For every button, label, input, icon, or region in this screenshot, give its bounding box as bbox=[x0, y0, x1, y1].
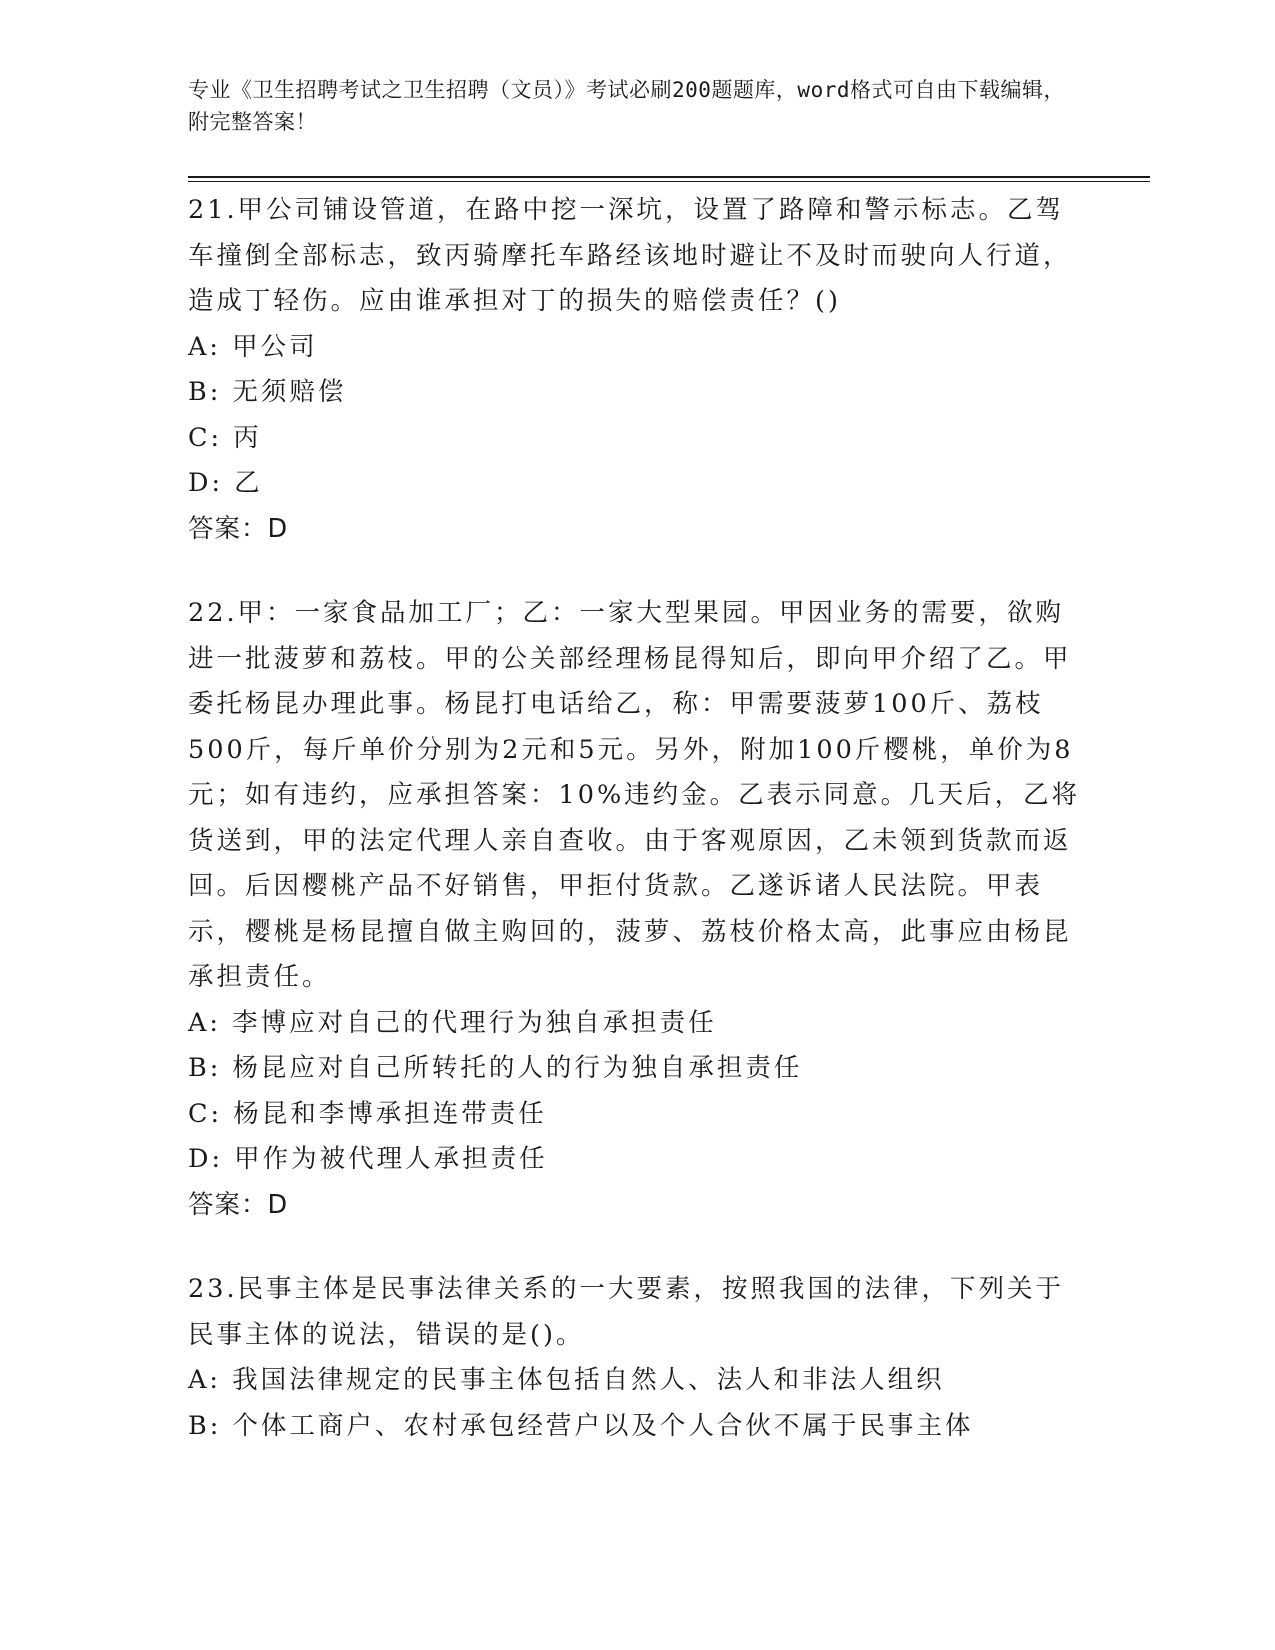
option-b: B: 无须赔偿 bbox=[188, 377, 347, 407]
option-d: D: 甲作为被代理人承担责任 bbox=[188, 1144, 548, 1174]
question-stem: 21.甲公司铺设管道，在路中挖一深坑，设置了路障和警示标志。乙驾车撞倒全部标志，致丙骑摩托车路经该地时避让不及时而驶向人行道，造成丁轻伤。应由谁承担对丁的损失的赔偿责任？() bbox=[188, 195, 1072, 316]
question-21 bbox=[188, 188, 1088, 552]
answer-label: 答案：D bbox=[188, 1189, 289, 1220]
option-b: B: 杨昆应对自己所转托的人的行为独自承担责任 bbox=[188, 1053, 803, 1083]
header-divider-thick bbox=[188, 176, 1150, 178]
question-stem: 22.甲：一家食品加工厂；乙：一家大型果园。甲因业务的需要，欲购进一批菠萝和荔枝。甲的公关部经理杨昆得知后，即向甲介绍了乙。甲委托杨昆办理此事。杨昆打电话给乙，称：甲需要菠萝100斤、荔枝500斤，每斤单价分别为2元和5元。另外，附加100斤樱桃，单价为8元；如有违约，应承担答案：10%违约金。乙表示同意。几天后，乙将货送到，甲的法定代理人亲自查收。由于客观原因，乙未领到货款而返回。后因樱桃产品不好销售，甲拒付货款。乙遂诉诸人民法院。甲表示，樱桃是杨昆擅自做主购回的，菠萝、荔枝价格太高，此事应由杨昆承担责任。 bbox=[188, 598, 1081, 992]
question-stem: 23.民事主体是民事法律关系的一大要素，按照我国的法律，下列关于民事主体的说法，错误的是()。 bbox=[188, 1274, 1065, 1350]
option-c: C: 丙 bbox=[188, 422, 262, 453]
option-a: A: 我国法律规定的民事主体包括自然人、法人和非法人组织 bbox=[188, 1365, 945, 1395]
option-a: A: 甲公司 bbox=[188, 331, 318, 362]
question-23 bbox=[188, 1267, 1088, 1449]
answer-label: 答案：D bbox=[188, 513, 289, 544]
header-divider-thin bbox=[188, 181, 1150, 182]
option-a: A: 李博应对自己的代理行为独自承担责任 bbox=[188, 1007, 717, 1038]
option-d: D: 乙 bbox=[188, 468, 263, 498]
option-b: B: 个体工商户、农村承包经营户以及个人合伙不属于民事主体 bbox=[188, 1410, 974, 1441]
question-22 bbox=[188, 591, 1088, 1228]
option-c: C: 杨昆和李博承担连带责任 bbox=[188, 1098, 547, 1129]
question-list bbox=[188, 188, 1088, 1488]
document-header: 专业《卫生招聘考试之卫生招聘（文员）》考试必刷200题题库，word格式可自由下载编辑，附完整答案！ bbox=[188, 78, 1065, 134]
